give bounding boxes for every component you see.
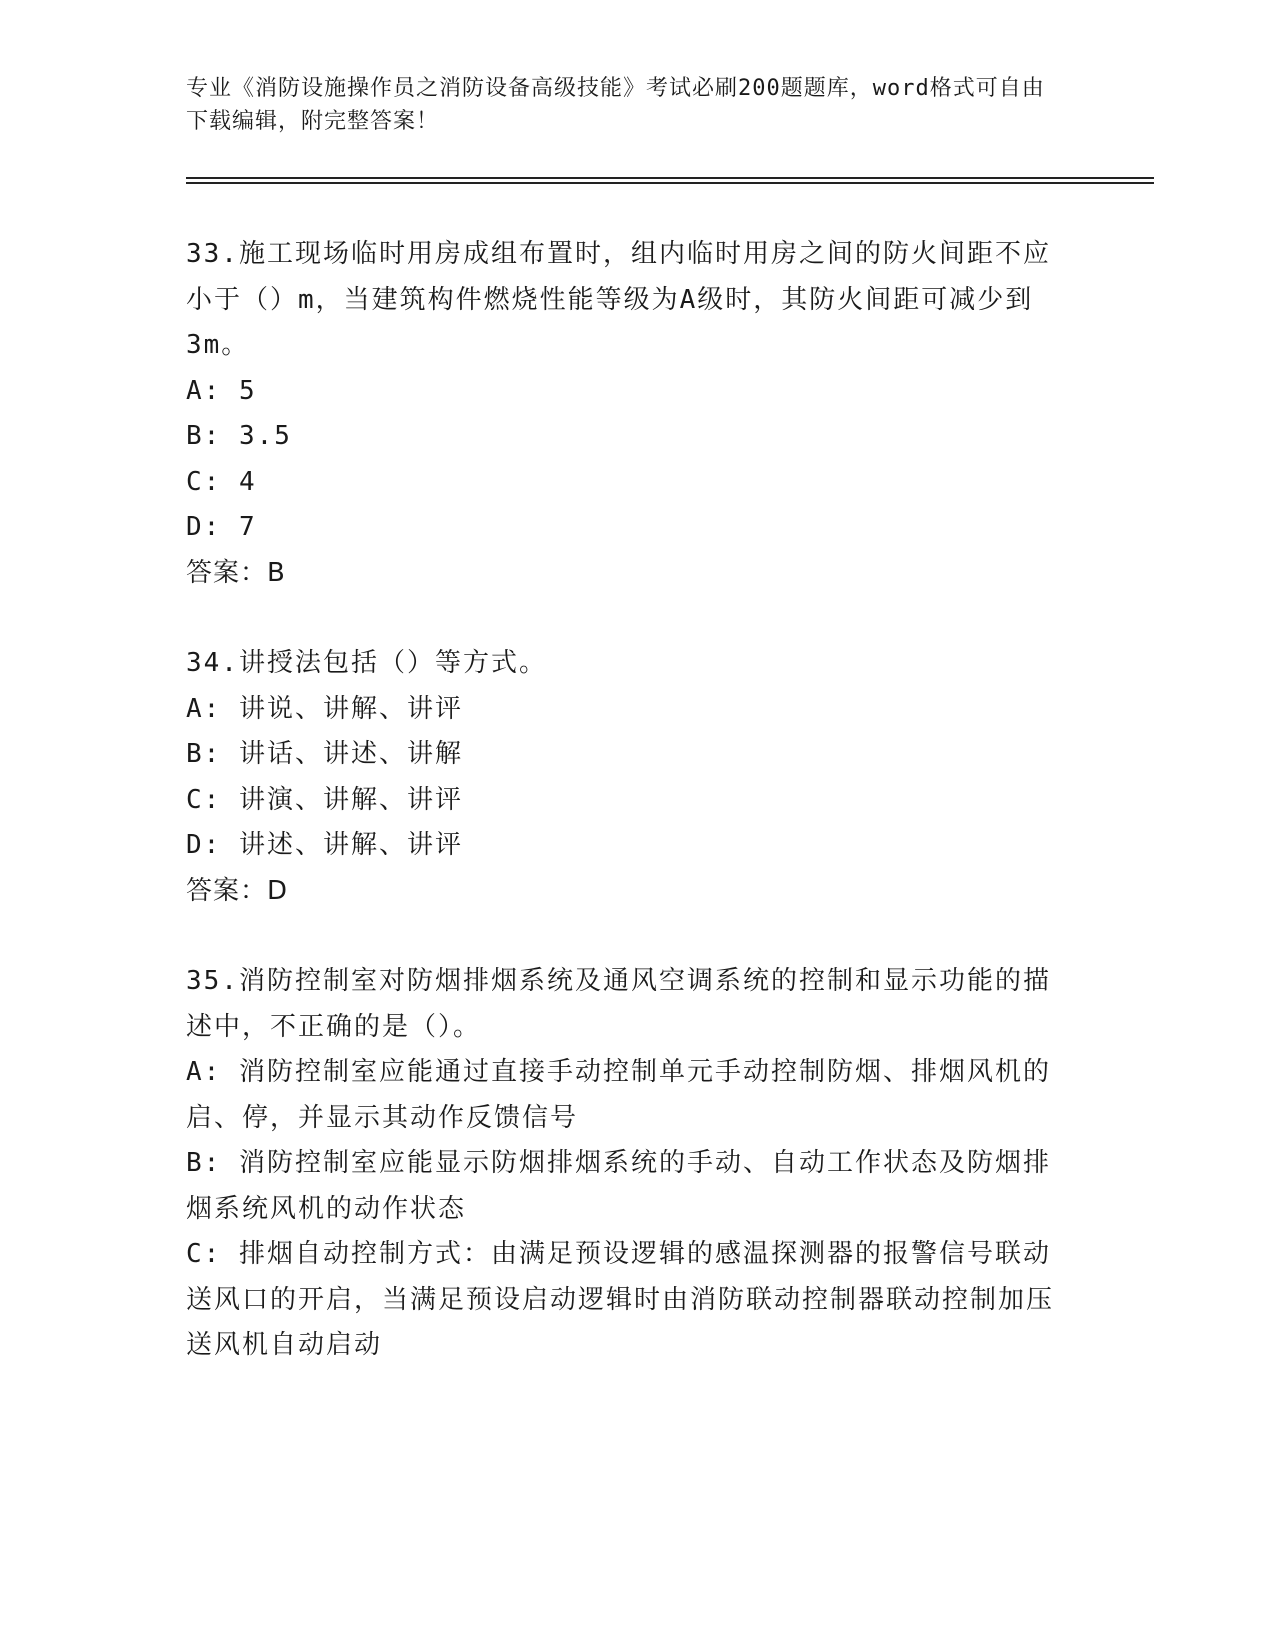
header-divider-top <box>186 177 1154 179</box>
option-b: B: 3.5 <box>186 421 292 451</box>
header-divider-bottom <box>186 182 1154 184</box>
answer: 答案：D <box>186 875 289 906</box>
question-list <box>186 232 1071 1414</box>
answer: 答案：B <box>186 557 286 588</box>
option-a: A: 消防控制室应能通过直接手动控制单元手动控制防烟、排烟风机的启、停，并显示其动作反馈信号 <box>186 1057 1051 1133</box>
question-text: 34.讲授法包括（）等方式。 <box>186 648 547 678</box>
option-a: A: 讲说、讲解、讲评 <box>186 693 463 724</box>
option-b: B: 讲话、讲述、讲解 <box>186 739 463 769</box>
option-a: A: 5 <box>186 375 257 406</box>
header-intro-text: 专业《消防设施操作员之消防设备高级技能》考试必刷200题题库，word格式可自由下载编辑，附完整答案！ <box>186 76 1045 134</box>
question-text: 35.消防控制室对防烟排烟系统及通风空调系统的控制和显示功能的描述中，不正确的是（）。 <box>186 966 1051 1042</box>
question-text: 33.施工现场临时用房成组布置时，组内临时用房之间的防火间距不应小于（）m，当建筑构件燃烧性能等级为A级时，其防火间距可减少到3m。 <box>186 239 1051 360</box>
option-d: D: 7 <box>186 512 257 542</box>
question-33 <box>186 232 1071 596</box>
question-35 <box>186 959 1071 1369</box>
option-d: D: 讲述、讲解、讲评 <box>186 830 463 860</box>
option-c: C: 排烟自动控制方式：由满足预设逻辑的感温探测器的报警信号联动送风口的开启，当满足预设启动逻辑时由消防联动控制器联动控制加压送风机自动启动 <box>186 1239 1055 1360</box>
option-b: B: 消防控制室应能显示防烟排烟系统的手动、自动工作状态及防烟排烟系统风机的动作状态 <box>186 1148 1051 1224</box>
question-34 <box>186 641 1071 914</box>
document-header <box>186 72 1066 138</box>
option-c: C: 讲演、讲解、讲评 <box>186 784 463 815</box>
option-c: C: 4 <box>186 466 257 497</box>
